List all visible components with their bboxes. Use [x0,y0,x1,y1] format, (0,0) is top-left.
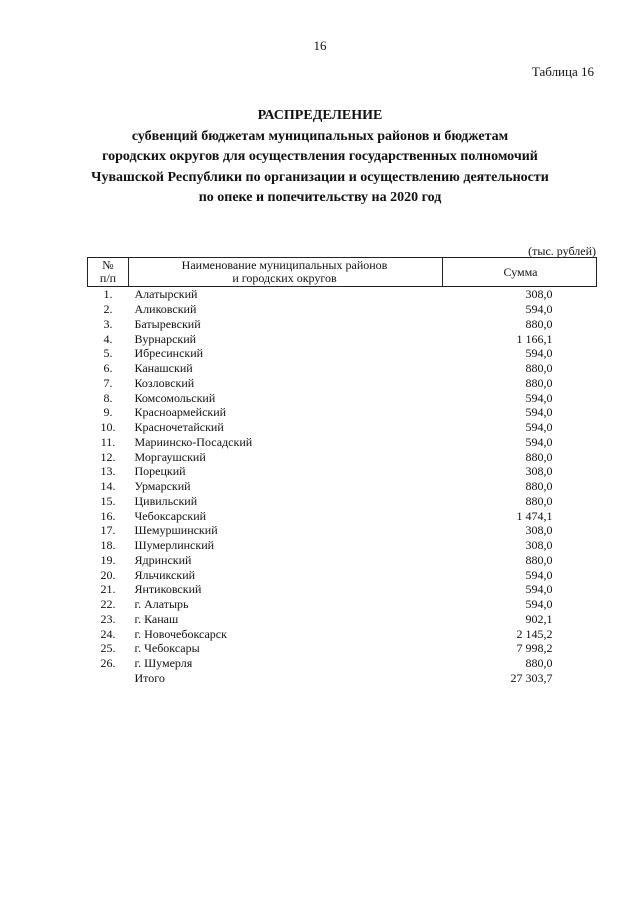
row-sum: 594,0 [525,434,553,449]
row-number: 24. [100,626,116,641]
document-title [60,106,580,209]
row-name: Вурнарский [134,331,197,346]
row-sum: 594,0 [525,302,553,317]
table-row [88,420,597,435]
row-sum: 880,0 [525,316,553,331]
row-name: г. Новочебоксарск [134,626,227,641]
row-name: Урмарский [134,479,191,494]
table-header-row [88,258,597,287]
table-row [88,346,597,361]
table-row [88,302,597,317]
table-row [88,376,597,391]
row-number: 14. [100,479,116,494]
row-number: 3. [103,316,113,331]
row-number: 12. [100,449,116,464]
row-number: 26. [100,656,116,671]
row-sum: 880,0 [525,493,553,508]
header-name [129,258,443,287]
header-name-line-1: Наименование муниципальных районов [181,258,388,272]
row-name: Цивильский [134,493,198,508]
row-name: Янтиковский [134,582,202,597]
row-number: 4. [103,331,113,346]
row-name: г. Шумерля [134,656,193,671]
table-row [88,331,597,346]
row-name: Порецкий [134,464,186,479]
row-sum: 1 474,1 [516,508,553,523]
row-name: Яльчикский [134,567,196,582]
table-label: Таблица 16 [531,64,594,79]
header-sum: Сумма [443,258,597,287]
table-body [88,287,597,686]
table-row [88,390,597,405]
table-row [88,582,597,597]
table-row [88,538,597,553]
row-number: 8. [103,390,113,405]
row-name: Моргаушский [134,449,206,464]
row-sum: 2 145,2 [516,626,553,641]
row-number: 6. [103,361,113,376]
row-number: 2. [103,302,113,317]
row-number: 18. [100,538,116,553]
table-row [88,435,597,450]
header-number-line-1: № [102,258,114,272]
page-number: 16 [313,38,327,53]
row-sum: 594,0 [525,390,553,405]
table-row [88,626,597,641]
table-row [88,612,597,627]
total-sum: 27 303,7 [510,670,553,685]
row-sum: 902,1 [525,611,553,626]
table-row [88,567,597,582]
row-sum: 594,0 [525,346,553,361]
table-row [88,361,597,376]
table-row [88,597,597,612]
row-number: 9. [103,405,113,420]
row-number: 21. [100,582,116,597]
row-sum: 594,0 [525,405,553,420]
row-sum: 880,0 [525,375,553,390]
row-name: г. Канаш [134,611,179,626]
total-row [88,671,597,686]
row-sum: 594,0 [525,420,553,435]
title-line-4: Чувашской Республики по организации и осуществлению деятельности [91,169,549,185]
row-number: 13. [100,464,116,479]
row-number: 25. [100,641,116,656]
row-name: Ядринский [134,552,192,567]
title-line-2: субвенций бюджетам муниципальных районов и бюджетам [131,128,509,144]
row-sum: 594,0 [525,567,553,582]
distribution-table [87,257,597,685]
header-number [88,258,129,287]
table-row [88,464,597,479]
table-row [88,553,597,568]
table-row [88,317,597,332]
row-sum: 1 166,1 [516,331,553,346]
row-name: Красночетайский [134,420,224,435]
row-name: Шумерлинский [134,538,215,553]
row-number: 20. [100,567,116,582]
table-row [88,523,597,538]
row-name: Ибресинский [134,346,204,361]
row-sum: 880,0 [525,479,553,494]
total-number-empty [88,671,129,686]
row-number: 23. [100,611,116,626]
row-sum: 7 998,2 [516,641,553,656]
table-row [88,641,597,656]
total-label: Итого [134,670,165,685]
row-name: Батыревский [134,316,201,331]
row-sum: 880,0 [525,361,553,376]
header-name-line-2: и городских округов [232,271,337,285]
row-name: Алатырский [134,287,198,302]
row-sum: 594,0 [525,582,553,597]
row-number: 10. [100,420,116,435]
table-row [88,287,597,302]
row-name: Мариинско-Посадский [134,434,253,449]
row-sum: 308,0 [525,287,553,302]
row-name: Канашский [134,361,193,376]
row-name: г. Алатырь [134,597,189,612]
units-label: (тыс. рублей) [528,244,596,258]
row-sum: 594,0 [525,597,553,612]
row-name: Красноармейский [134,405,227,420]
row-number: 15. [100,493,116,508]
row-name: Комсомольский [134,390,216,405]
row-name: Козловский [134,375,195,390]
table-row [88,449,597,464]
row-number: 17. [100,523,116,538]
row-name: Чебоксарский [134,508,207,523]
row-number: 1. [103,287,113,302]
row-sum: 880,0 [525,449,553,464]
title-line-5: по опеке и попечительству на 2020 год [198,190,442,205]
table-row [88,479,597,494]
row-sum: 308,0 [525,464,553,479]
row-number: 22. [100,597,116,612]
row-name: Аликовский [134,302,197,317]
row-number: 7. [103,375,113,390]
row-sum: 308,0 [525,538,553,553]
row-number: 5. [103,346,113,361]
row-name: г. Чебоксары [134,641,200,656]
row-sum: 880,0 [525,552,553,567]
row-number: 16. [100,508,116,523]
title-line-1: РАСПРЕДЕЛЕНИЕ [257,108,383,123]
row-number: 11. [100,434,116,449]
header-number-line-2: п/п [99,271,117,285]
row-sum: 308,0 [525,523,553,538]
table-row [88,494,597,509]
title-line-3: городских округов для осуществления государственных полномочий [102,149,538,164]
row-name: Шемуршинский [134,523,218,538]
table-row [88,508,597,523]
table-row [88,405,597,420]
table-row [88,656,597,671]
row-number: 19. [100,552,116,567]
row-sum: 880,0 [525,656,553,671]
